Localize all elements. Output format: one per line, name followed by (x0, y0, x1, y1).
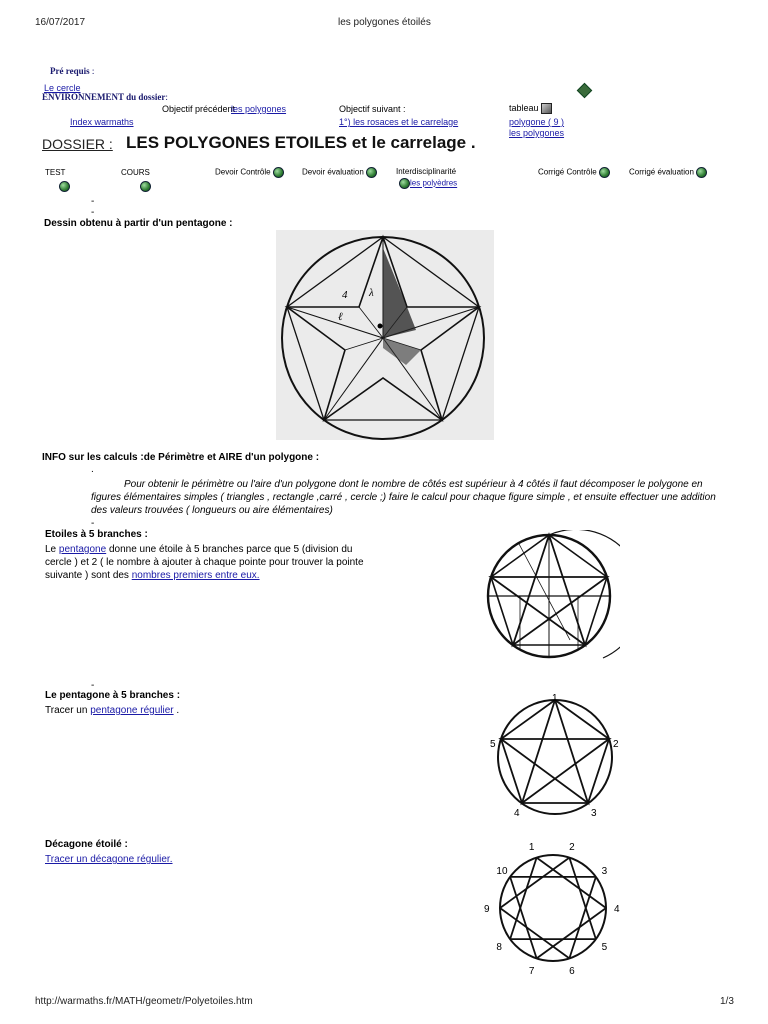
dash: - (91, 207, 95, 218)
decagon-label: 7 (528, 965, 535, 977)
sketch-label-4: 4 (342, 289, 348, 301)
link-pentagone[interactable]: pentagone (58, 544, 107, 555)
decagone-title: Décagone étoilé : (45, 839, 128, 850)
star-construction-figure (478, 530, 620, 666)
prereq-label: Pré requis : (50, 66, 95, 76)
link-le-cercle[interactable]: Le cercle (44, 83, 81, 93)
sketch-label-l: ℓ (338, 311, 343, 323)
tableau-label: tableau (509, 103, 552, 114)
info-text-line-3: des valeurs trouvées ( longueurs ou aire élémentaires) (91, 505, 333, 516)
nav-corrige-evaluation[interactable]: Corrigé évaluation (629, 167, 707, 178)
print-date: 16/07/2017 (35, 17, 86, 28)
polyedres-ball-icon[interactable] (399, 178, 410, 189)
tableau-icon[interactable] (541, 103, 552, 114)
corrige-evaluation-ball-icon[interactable] (696, 167, 707, 178)
link-index-warmaths[interactable]: Index warmaths (70, 117, 134, 127)
nav-devoir-controle[interactable]: Devoir Contrôle (215, 167, 284, 178)
dossier-label: DOSSIER : (42, 136, 113, 152)
nav-test-ball-icon[interactable] (59, 178, 70, 196)
corrige-controle-ball-icon[interactable] (599, 167, 610, 178)
pentagon-label-3: 3 (591, 808, 597, 819)
decagon-label: 4 (614, 904, 620, 915)
decagon-label: 2 (569, 842, 575, 854)
footer-url: http://warmaths.fr/MATH/geometr/Polyetoiles.htm (35, 996, 253, 1007)
decagon-star-figure (480, 840, 630, 980)
objective-prev-label: Objectif précédent (162, 104, 236, 114)
dessin-title: Dessin obtenu à partir d'un pentagone : (44, 218, 233, 229)
pentagone-paragraph: Tracer un pentagone régulier . (45, 705, 180, 716)
link-polygone-9[interactable]: polygone ( 9 ) (509, 117, 565, 127)
footer-page: 1/3 (720, 996, 734, 1007)
pentagone-dash: - (91, 680, 95, 691)
nav-cours[interactable]: COURS (121, 168, 150, 177)
gem-icon[interactable] (579, 82, 590, 100)
decagon-label: 1 (528, 842, 535, 854)
pentagone-title: Le pentagone à 5 branches : (45, 690, 181, 701)
pentagon-label-4: 4 (514, 808, 520, 819)
print-title: les polygones étoilés (338, 17, 431, 28)
objective-next-label: Objectif suivant : (339, 104, 406, 114)
nav-devoir-evaluation[interactable]: Devoir évaluation (302, 167, 377, 178)
dossier-title: LES POLYGONES ETOILES et le carrelage . (126, 133, 476, 152)
nav-corrige-controle[interactable]: Corrigé Contrôle (538, 167, 610, 178)
devoir-controle-ball-icon[interactable] (273, 167, 284, 178)
info-dot: . (91, 464, 94, 475)
link-rosaces[interactable]: 1°) les rosaces et le carrelage (339, 117, 459, 127)
decagon-label: 9 (484, 904, 490, 915)
environment-label: ENVIRONNEMENT du dossier: (42, 92, 168, 102)
dash: - (91, 196, 95, 207)
nav-les-polyedres[interactable]: les polyèdres (399, 178, 457, 189)
info-title: INFO sur les calculs :de Périmètre et AIRE d'un polygone : (42, 452, 320, 463)
etoiles-dash: - (91, 518, 95, 529)
etoiles-paragraph-line-2: cercle ) et 2 ( le nombre à ajouter à chaque pointe pour trouver la pointe (45, 557, 364, 568)
decagon-label: 10 (496, 865, 508, 877)
devoir-evaluation-ball-icon[interactable] (366, 167, 377, 178)
decagon-label: 6 (569, 965, 575, 977)
decagon-label: 3 (601, 865, 608, 877)
decagon-label: 5 (601, 942, 608, 954)
etoiles-paragraph-line-1: Le pentagone donne une étoile à 5 branches parce que 5 (division du (45, 544, 353, 555)
decagon-label: 8 (496, 942, 502, 954)
nav-test[interactable]: TEST (45, 168, 66, 177)
pentagon-sketch-figure (276, 230, 494, 440)
pentagon-label-5: 5 (490, 739, 496, 750)
link-nombres-premiers[interactable]: nombres premiers entre eux. (131, 570, 260, 581)
info-text-line-1: Pour obtenir le périmètre ou l'aire d'un polygone dont le nombre de côtés est supérieur à 4 côtés il faut décomposer le polygone en (124, 479, 703, 490)
link-decagone-regulier[interactable]: Tracer un décagone régulier. (45, 854, 173, 865)
info-text-line-2: figures élémentaires simples ( triangles , rectangle ,carré , cercle ;) faire le calcul pour chaque figure simple , et ensuite effectuer une addition (91, 492, 716, 503)
link-les-polygones-prev[interactable]: les polygones (231, 104, 287, 114)
link-pentagone-regulier[interactable]: pentagone régulier (90, 705, 174, 716)
pentagon-label-1: 1 (552, 693, 558, 704)
nav-interdisciplinarite: Interdisciplinarité (396, 167, 457, 176)
etoiles-title: Etoiles à 5 branches : (45, 529, 148, 540)
sketch-label-lambda: λ (369, 287, 374, 299)
etoiles-paragraph-line-3: suivante ) sont des nombres premiers entre eux. (45, 570, 260, 581)
pentagon-label-2: 2 (613, 739, 619, 750)
link-les-polygones-next[interactable]: les polygones (509, 128, 565, 138)
pentagon-star-figure (485, 690, 625, 822)
nav-cours-ball-icon[interactable] (140, 178, 151, 196)
